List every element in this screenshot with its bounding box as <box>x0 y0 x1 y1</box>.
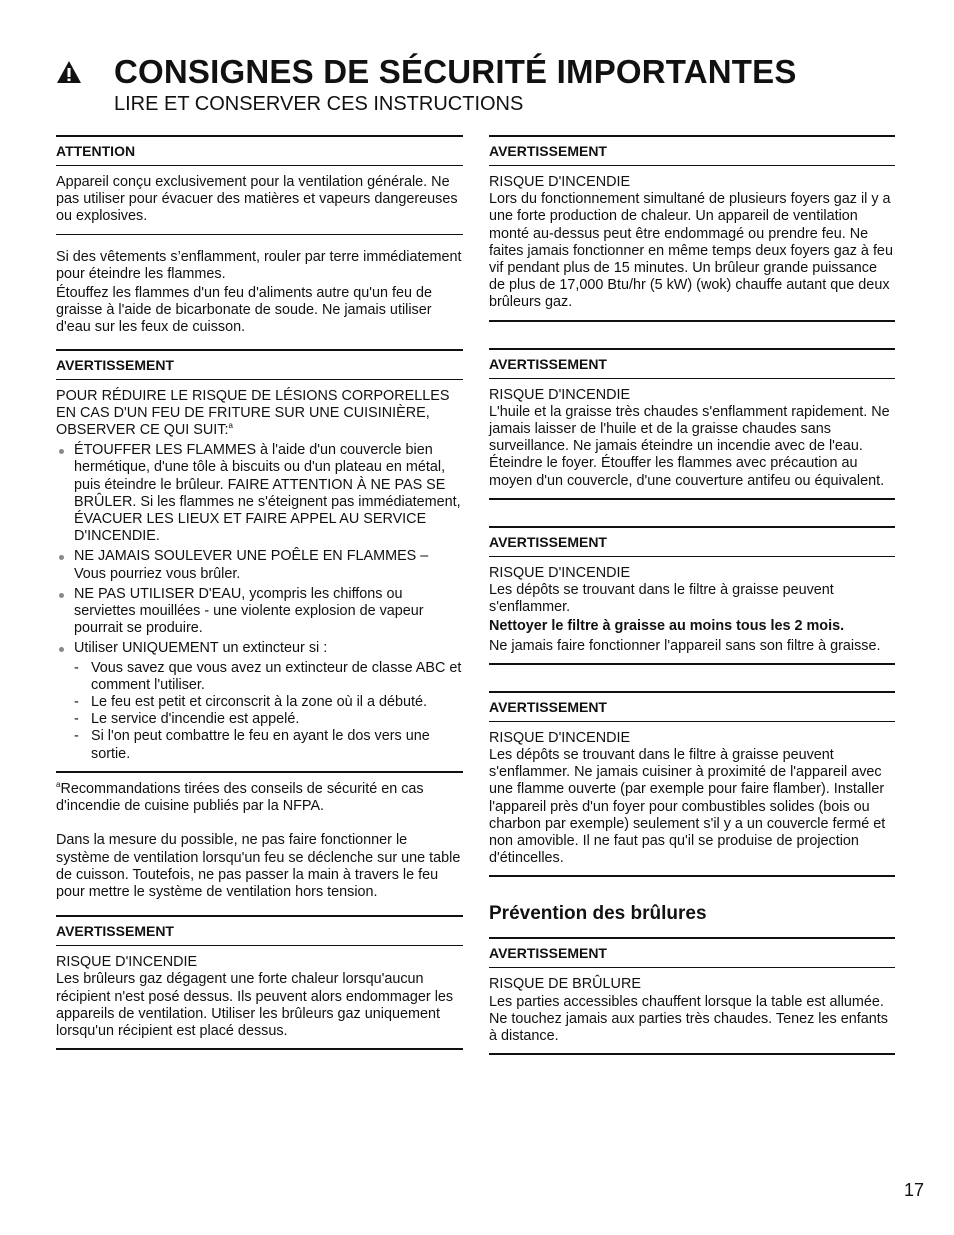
warning-box-multiple-burners <box>489 135 895 322</box>
risk-label: RISQUE D'INCENDIE <box>489 386 631 403</box>
warning-triangle-icon <box>56 60 82 84</box>
risk-label: RISQUE D'INCENDIE <box>489 174 631 190</box>
bullet-list <box>56 442 463 763</box>
warning-text: Les dépôts se trouvant dans le filtre à graisse peuvent s'enflammer. Ne jamais cuisiner à proximité de l'appareil avec une flamme ouverte (par exemple pour faire flamber). Installer l'appareil près d'un foyer pour combustibles solides (bois ou charbon par exemple) seulement s'il y a un couvercle fermé et non amovible. Il ne faut pas qu'il se produise de projection d'étincelles. <box>489 747 886 867</box>
food-fire-text: Étouffez les flammes d'un feu d'aliments autre qu'un feu de graisse à l'aide de bicarbonate de soude. Ne jamais utiliser d'eau sur les feux de cuisson. <box>56 285 432 336</box>
warning-heading: AVERTISSEMENT <box>489 528 895 557</box>
risk-label: RISQUE DE BRÛLURE <box>489 976 641 993</box>
warning-heading: AVERTISSEMENT <box>56 917 463 946</box>
warning-text: Lors du fonctionnement simultané de plusieurs foyers gaz il y a une forte production de chaleur. Un appareil de ventilation monté au-dessus peut être endommagé ou prendre feu. Ne faites jamais fonctionner en même temps deux foyers gaz à feu vif pendant plus de 15 minutes. Un brûleur grande puissance de plus de 17,000 Btu/hr (5 kW) (wok) chauffe autant que deux brûleurs gaz. <box>489 191 893 311</box>
list-item: NE PAS UTILISER D'EAU, ycompris les chiffons ou serviettes mouillées - une violente explosion de vapeur pourrait se produire. <box>56 586 463 638</box>
warning-emphasis: Nettoyer le filtre à graisse au moins tous les 2 mois. <box>489 618 845 635</box>
bullet-icon <box>59 647 64 652</box>
list-item: - Le feu est petit et circonscrit à la zone où il a débuté. <box>74 694 427 711</box>
warning-text: Les brûleurs gaz dégagent une forte chaleur lorsqu'aucun récipient n'est posé dessus. Ils peuvent alors endommager les appareils de ventilation. Utiliser les brûleurs gaz uniquement lorsqu'un récipient est placé dessus. <box>56 971 454 1039</box>
section-title: Prévention des brûlures <box>489 903 707 925</box>
list-item: - Vous savez que vous avez un extincteur de classe ABC et comment l'utiliser. <box>74 659 462 693</box>
attention-text: Appareil conçu exclusivement pour la ventilation générale. Ne pas utiliser pour évacuer des matières et vapeurs dangereuses ou explosives. <box>56 174 458 225</box>
warning-box-grease-filter <box>489 526 895 665</box>
warning-box-hot-oil <box>489 348 895 500</box>
ventilation-text: Dans la mesure du possible, ne pas faire fonctionner le système de ventilation lorsqu'un feu se déclenche sur une table de cuisson. Toutefois, ne pas passer la main à travers le feu pour mettre le système de ventilation hors tension. <box>56 832 461 900</box>
warning-heading: AVERTISSEMENT <box>489 693 895 722</box>
list-item: NE JAMAIS SOULEVER UNE POÊLE EN FLAMMES – Vous pourriez vous brûler. <box>56 548 463 582</box>
list-item: ÉTOUFFER LES FLAMMES à l'aide d'un couvercle bien hermétique, d'une tôle à biscuits ou d'un plateau en métal, puis éteindre le brûleur. FAIRE ATTENTION À NE PAS SE BRÛLER. Si les flammes ne s'éteignent pas immédiatement, ÉVACUER LES LIEUX ET FAIRE APPEL AU SERVICE D'INCENDIE. <box>56 442 463 545</box>
warning-intro: POUR RÉDUIRE LE RISQUE DE LÉSIONS CORPORELLES EN CAS D'UN FEU DE FRITURE SUR UNE CUISINIÈRE, OBSERVER CE QUI SUIT:$^a$ <box>56 387 450 439</box>
warning-heading: AVERTISSEMENT <box>56 351 463 380</box>
dash-list <box>74 660 463 763</box>
footnote-ref: a <box>228 421 233 431</box>
bullet-icon <box>59 449 64 454</box>
list-item: Utiliser UNIQUEMENT un extincteur si : - Vous savez que vous avez un extincteur de classe ABC et comment l'utiliser. - Le feu est petit et circonscrit à la zone où il a débuté. - Le service d'incendie est appelé. - Si l'on peut combattre le feu en ayant le dos vers une sortie. <box>56 640 463 762</box>
list-item: - Le service d'incendie est appelé. <box>74 711 300 728</box>
warning-heading: AVERTISSEMENT <box>489 939 895 968</box>
attention-heading: ATTENTION <box>56 137 463 166</box>
warning-text: Les parties accessibles chauffent lorsque la table est allumée. Ne touchez jamais aux parties très chaudes. Tenez les enfants à distance. <box>489 993 888 1045</box>
risk-label: RISQUE D'INCENDIE <box>489 729 631 746</box>
risk-label: RISQUE D'INCENDIE <box>56 954 198 971</box>
page-subtitle: LIRE ET CONSERVER CES INSTRUCTIONS <box>114 93 524 115</box>
attention-box <box>56 135 463 235</box>
warning-box-grease-fire <box>56 349 463 773</box>
page-number: 17 <box>904 1180 925 1200</box>
warning-text: Les dépôts se trouvant dans le filtre à graisse peuvent s'enflammer. <box>489 582 834 616</box>
bullet-icon <box>59 555 64 560</box>
warning-text: L'huile et la graisse très chaudes s'enflamment rapidement. Ne jamais laisser de l'huile et de la graisse chaudes sans surveillance. Ne jamais éteindre un incendie avec de l'eau. Éteindre le foyer. Étouffer les flammes avec précaution au moyen d'un couvercle, d'une couverture antifeu ou équivalent. <box>489 403 890 489</box>
left-column <box>56 135 463 1050</box>
list-item: - Si l'on peut combattre le feu en ayant le dos vers une sortie. <box>74 728 430 762</box>
warning-heading: AVERTISSEMENT <box>489 350 895 379</box>
footnote: $^a$Recommandations tirées des conseils de sécurité en cas d'incendie de cuisine publiés par la NFPA. <box>56 780 424 815</box>
clothes-fire-section <box>56 235 463 349</box>
warning-box-open-flame <box>489 691 895 878</box>
bullet-icon <box>59 593 64 598</box>
risk-label: RISQUE D'INCENDIE <box>489 564 631 581</box>
clothes-fire-text: Si des vêtements s’enflamment, rouler par terre immédiatement pour éteindre les flammes. <box>56 248 462 282</box>
warning-heading: AVERTISSEMENT <box>489 137 895 166</box>
right-column <box>489 135 895 1055</box>
page-title: CONSIGNES DE SÉCURITÉ IMPORTANTES <box>114 53 797 90</box>
warning-box-gas-burners <box>56 915 463 1050</box>
warning-box-burns <box>489 937 895 1055</box>
warning-text: Ne jamais faire fonctionner l'appareil sans son filtre à graisse. <box>489 637 881 654</box>
